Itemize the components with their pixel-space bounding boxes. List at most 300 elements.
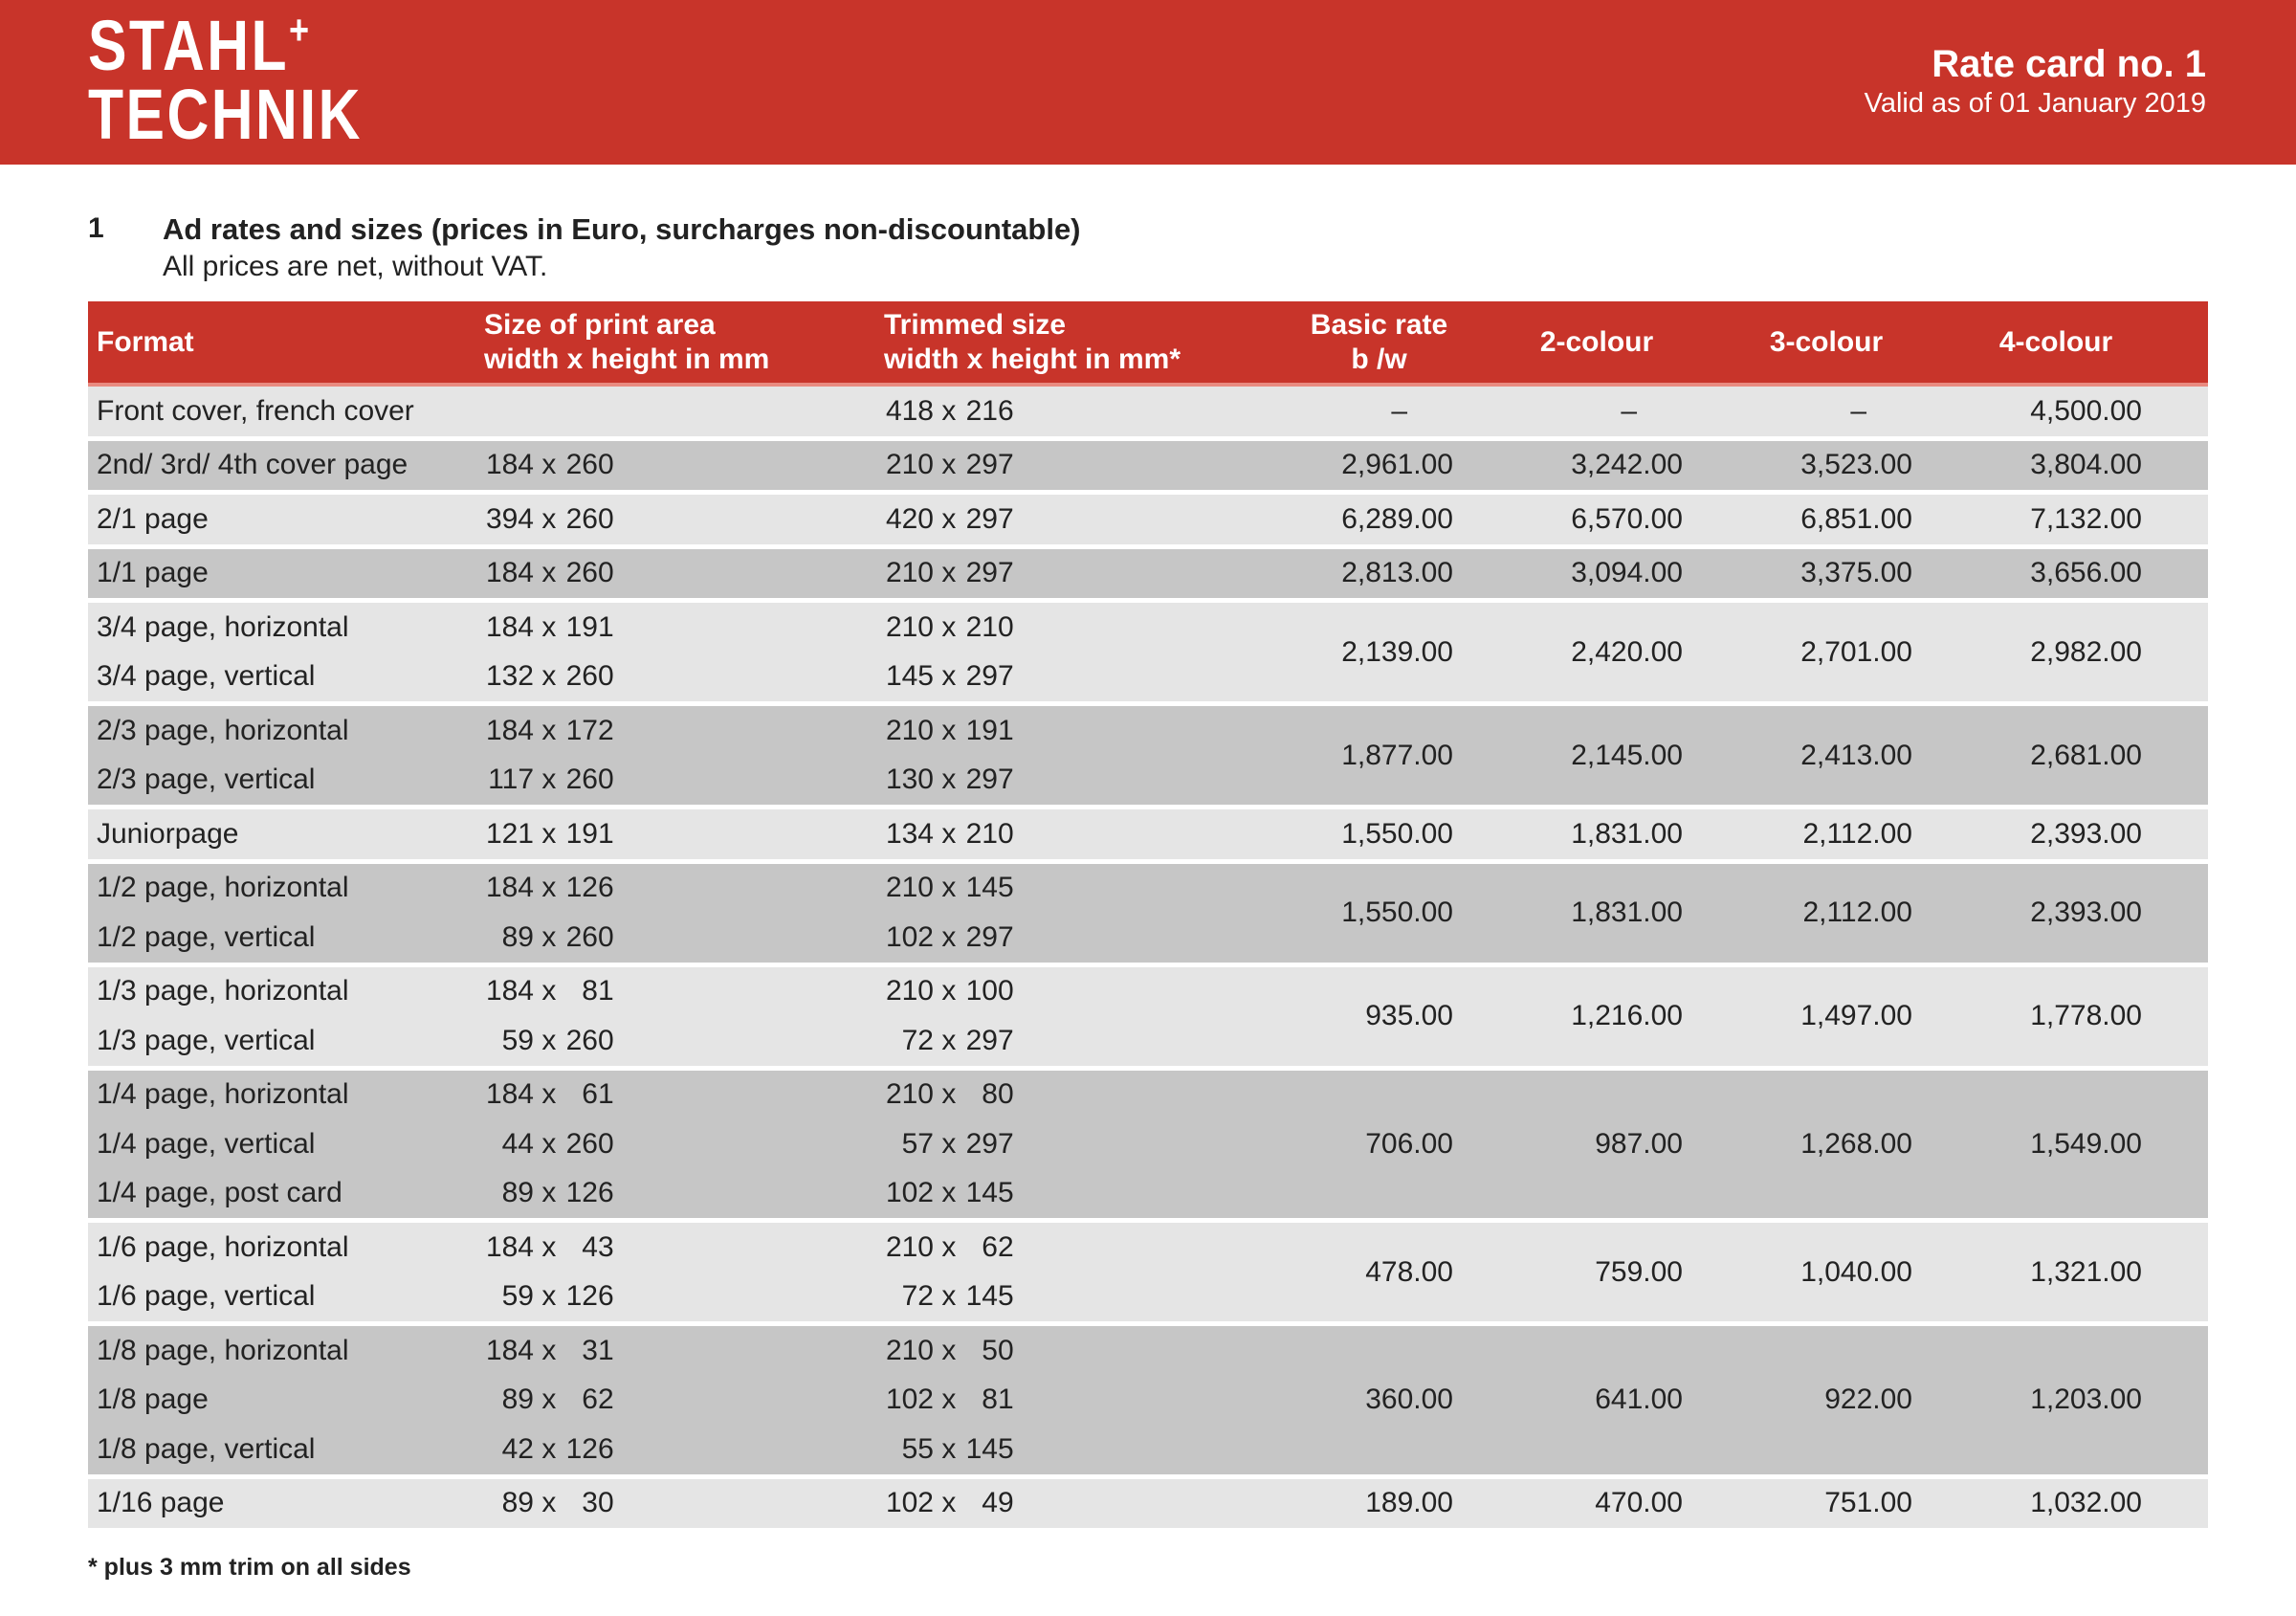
4-colour-cell: 4,500.00: [2030, 394, 2142, 427]
4-colour-cell: 7,132.00: [2030, 502, 2142, 535]
size-height: 210: [965, 610, 1014, 643]
trimmed-size-cell: [884, 1231, 1267, 1264]
format-lines: [88, 1326, 1267, 1474]
size-height: 297: [965, 502, 1014, 535]
size-height: 145: [965, 1177, 1014, 1209]
size-height: 50: [982, 1334, 1014, 1366]
size-separator: x: [534, 502, 564, 535]
col-print-area-l2: width x height in mm: [484, 343, 770, 375]
format-cell: 1/2 page, vertical: [97, 920, 316, 953]
table-row: [88, 1223, 1267, 1273]
format-lines: [88, 1479, 1267, 1529]
size-separator: x: [934, 872, 964, 904]
format-lines: [88, 1223, 1267, 1321]
price-cells: [1267, 1479, 2142, 1529]
trimmed-size-cell: [884, 503, 1267, 536]
basic-rate-cell: 2,961.00: [1341, 449, 1453, 481]
size-width: 102: [885, 1487, 934, 1519]
format-cell: 1/8 page, horizontal: [97, 1334, 349, 1366]
size-width: 210: [885, 610, 934, 643]
table-row: [88, 1016, 1267, 1066]
format-cell: 1/2 page, horizontal: [97, 872, 349, 904]
size-separator: x: [934, 1230, 964, 1263]
format-cell: 1/3 page, vertical: [97, 1024, 316, 1056]
format-lines: [88, 706, 1267, 805]
col-trimmed: [884, 308, 1267, 377]
2-colour-cell: 2,420.00: [1571, 635, 1683, 668]
table-row: [88, 1169, 1267, 1219]
trimmed-size-cell: [884, 921, 1267, 954]
size-height: 191: [965, 714, 1014, 746]
size-separator: x: [534, 714, 564, 746]
size-width: 89: [501, 920, 534, 953]
rate-card-title: Rate card no. 1: [1932, 43, 2206, 85]
col-3-colour: 3-colour: [1769, 325, 1884, 358]
3-colour-cell: 922.00: [1824, 1384, 1912, 1416]
format-cell: 1/4 page, horizontal: [97, 1078, 349, 1111]
size-width: 117: [488, 764, 534, 796]
price-cells: [1267, 603, 2142, 701]
size-width: 59: [501, 1280, 534, 1313]
table-row: [88, 706, 1267, 756]
price-cells: [1267, 809, 2142, 859]
print-area-cell: [484, 1231, 884, 1264]
size-separator: x: [934, 660, 964, 693]
price-cells: [1267, 441, 2142, 491]
print-area-cell: [484, 1335, 884, 1367]
size-width: 420: [885, 502, 934, 535]
format-cell: 1/8 page, vertical: [97, 1432, 316, 1465]
2-colour-cell: 1,216.00: [1571, 1000, 1683, 1031]
print-area-cell: [484, 611, 884, 644]
3-colour-cell: 2,112.00: [1802, 897, 1912, 928]
size-height: 126: [565, 872, 614, 904]
table-row: [88, 495, 1267, 544]
size-width: 134: [885, 817, 934, 850]
print-area-cell: [484, 660, 884, 693]
table-row-group: [88, 441, 2208, 491]
size-height: 297: [965, 557, 1014, 589]
size-width: 57: [901, 1127, 934, 1160]
size-height: 191: [565, 610, 614, 643]
logo-line2: TECHNIK: [88, 75, 363, 154]
trimmed-size-cell: [884, 975, 1267, 1007]
trimmed-size-cell: [884, 660, 1267, 693]
size-height: 62: [582, 1384, 614, 1416]
print-area-cell: [484, 449, 884, 481]
size-width: 72: [901, 1024, 934, 1056]
table-row-group: [88, 549, 2208, 599]
format-lines: [88, 441, 1267, 491]
size-height: 260: [565, 449, 614, 481]
table-row: [88, 549, 1267, 599]
size-separator: x: [534, 1230, 564, 1263]
section-number: 1: [88, 212, 104, 244]
size-separator: x: [934, 1078, 964, 1111]
trimmed-size-cell: [884, 1384, 1267, 1416]
size-separator: x: [934, 1384, 964, 1416]
col-basic-l2: b /w: [1351, 343, 1407, 375]
trimmed-size-cell: [884, 818, 1267, 851]
size-height: 297: [965, 920, 1014, 953]
table-row-group: [88, 1479, 2208, 1529]
4-colour-cell: 2,393.00: [2030, 817, 2142, 850]
4-colour-cell: 1,549.00: [2030, 1127, 2142, 1160]
size-width: 184: [485, 1230, 534, 1263]
2-colour-cell: 1,831.00: [1571, 817, 1683, 850]
size-width: 210: [885, 975, 934, 1007]
size-width: 72: [901, 1280, 934, 1313]
format-cell: 1/16 page: [97, 1487, 225, 1519]
format-lines: [88, 603, 1267, 701]
basic-rate-cell: 2,813.00: [1341, 557, 1453, 589]
format-cell: 2/3 page, horizontal: [97, 714, 349, 746]
table-row: [88, 387, 1267, 436]
size-separator: x: [534, 1127, 564, 1160]
4-colour-cell: 2,681.00: [2030, 739, 2142, 771]
table-row: [88, 913, 1267, 963]
table-row-group: [88, 495, 2208, 544]
4-colour-cell: 2,393.00: [2030, 897, 2142, 928]
table-row-group: [88, 967, 2208, 1066]
format-cell: 2nd/ 3rd/ 4th cover page: [97, 449, 408, 481]
size-width: 184: [485, 610, 534, 643]
3-colour-cell: 1,040.00: [1800, 1255, 1912, 1288]
table-row-group: [88, 1071, 2208, 1219]
format-lines: [88, 387, 1267, 436]
format-cell: 1/1 page: [97, 557, 209, 589]
size-width: 130: [885, 764, 934, 796]
format-cell: 1/4 page, post card: [97, 1177, 342, 1209]
format-lines: [88, 809, 1267, 859]
2-colour-cell: 3,242.00: [1571, 449, 1683, 481]
size-separator: x: [534, 449, 564, 481]
size-separator: x: [534, 1487, 564, 1519]
table-row: [88, 603, 1267, 653]
size-width: 132: [485, 660, 534, 693]
size-width: 145: [885, 660, 934, 693]
size-width: 59: [501, 1024, 534, 1056]
rate-card-info: [1865, 42, 2206, 121]
col-2-colour: 2-colour: [1539, 325, 1654, 358]
table-row-group: [88, 706, 2208, 805]
trimmed-size-cell: [884, 1177, 1267, 1209]
size-separator: x: [934, 714, 964, 746]
trimmed-size-cell: [884, 449, 1267, 481]
size-separator: x: [534, 1334, 564, 1366]
3-colour-cell: –: [1850, 394, 1866, 427]
size-width: 121: [485, 817, 534, 850]
2-colour-cell: 3,094.00: [1571, 557, 1683, 589]
size-height: 297: [965, 764, 1014, 796]
size-separator: x: [934, 817, 964, 850]
size-height: 80: [982, 1078, 1014, 1111]
table-row: [88, 1326, 1267, 1376]
size-separator: x: [934, 920, 964, 953]
size-separator: x: [934, 1432, 964, 1465]
3-colour-cell: 1,268.00: [1800, 1127, 1912, 1160]
section-title: Ad rates and sizes (prices in Euro, surcharges non-discountable): [163, 212, 1081, 246]
size-separator: x: [534, 975, 564, 1007]
size-height: 260: [565, 920, 614, 953]
size-width: 184: [485, 449, 534, 481]
format-cell: 2/1 page: [97, 502, 209, 535]
size-separator: x: [534, 817, 564, 850]
size-separator: x: [934, 557, 964, 589]
print-area-cell: [484, 503, 884, 536]
format-cell: 2/3 page, vertical: [97, 764, 316, 796]
format-cell: 3/4 page, vertical: [97, 660, 316, 693]
col-basic-rate: [1267, 308, 1453, 377]
2-colour-cell: 6,570.00: [1571, 502, 1683, 535]
header-banner: [0, 0, 2296, 165]
basic-rate-cell: 1,550.00: [1341, 817, 1453, 850]
table-row: [88, 967, 1267, 1017]
size-separator: x: [934, 449, 964, 481]
size-width: 210: [885, 449, 934, 481]
price-cells: [1267, 1223, 2142, 1321]
size-separator: x: [534, 920, 564, 953]
format-lines: [88, 864, 1267, 963]
table-row: [88, 1071, 1267, 1120]
price-cells: [1267, 1326, 2142, 1474]
size-height: 126: [565, 1177, 614, 1209]
size-separator: x: [534, 1177, 564, 1209]
basic-rate-cell: 1,550.00: [1341, 897, 1453, 928]
4-colour-cell: 1,321.00: [2030, 1255, 2142, 1288]
size-width: 42: [501, 1432, 534, 1465]
size-separator: x: [534, 1384, 564, 1416]
size-width: 102: [885, 920, 934, 953]
print-area-cell: [484, 1078, 884, 1111]
format-cell: 1/8 page: [97, 1384, 209, 1416]
trimmed-size-cell: [884, 1335, 1267, 1367]
size-height: 191: [565, 817, 614, 850]
2-colour-cell: 759.00: [1595, 1255, 1683, 1288]
size-width: 394: [485, 502, 534, 535]
size-separator: x: [934, 1177, 964, 1209]
size-separator: x: [934, 610, 964, 643]
size-height: 62: [982, 1230, 1014, 1263]
table-row: [88, 1479, 1267, 1529]
size-separator: x: [534, 557, 564, 589]
4-colour-cell: 2,982.00: [2030, 635, 2142, 668]
size-height: 49: [982, 1487, 1014, 1519]
format-cell: 1/3 page, horizontal: [97, 975, 349, 1007]
3-colour-cell: 2,112.00: [1802, 817, 1912, 850]
trimmed-size-cell: [884, 764, 1267, 796]
basic-rate-cell: 189.00: [1365, 1487, 1453, 1519]
table-body: [88, 387, 2208, 1528]
print-area-cell: [484, 1177, 884, 1209]
format-lines: [88, 549, 1267, 599]
2-colour-cell: –: [1621, 394, 1637, 427]
format-lines: [88, 495, 1267, 544]
format-cell: Juniorpage: [97, 817, 239, 850]
4-colour-cell: 3,804.00: [2030, 449, 2142, 481]
format-cell: 1/6 page, horizontal: [97, 1230, 349, 1263]
trimmed-size-cell: [884, 1280, 1267, 1313]
3-colour-cell: 751.00: [1824, 1487, 1912, 1519]
table-row-group: [88, 603, 2208, 701]
table-row-group: [88, 809, 2208, 859]
size-height: 126: [565, 1432, 614, 1465]
table-row: [88, 864, 1267, 914]
4-colour-cell: 1,203.00: [2030, 1384, 2142, 1416]
table-row-group: [88, 387, 2208, 436]
size-height: 260: [565, 764, 614, 796]
print-area-cell: [484, 715, 884, 747]
price-cells: [1267, 706, 2142, 805]
basic-rate-cell: 478.00: [1365, 1255, 1453, 1288]
format-cell: 3/4 page, horizontal: [97, 610, 349, 643]
size-separator: x: [934, 764, 964, 796]
size-height: 260: [565, 502, 614, 535]
trimmed-size-cell: [884, 557, 1267, 589]
size-width: 184: [485, 1078, 534, 1111]
size-width: 184: [485, 557, 534, 589]
basic-rate-cell: 360.00: [1365, 1384, 1453, 1416]
size-width: 184: [485, 975, 534, 1007]
size-height: 260: [565, 557, 614, 589]
price-cells: [1267, 387, 2142, 436]
size-separator: x: [534, 764, 564, 796]
print-area-cell: [484, 1433, 884, 1466]
size-width: 89: [501, 1177, 534, 1209]
print-area-cell: [484, 1384, 884, 1416]
size-separator: x: [934, 1334, 964, 1366]
print-area-cell: [484, 1025, 884, 1057]
price-cells: [1267, 1071, 2142, 1219]
size-separator: x: [534, 1078, 564, 1111]
col-print-area-l1: Size of print area: [484, 308, 716, 341]
print-area-cell: [484, 1487, 884, 1519]
table-row: [88, 756, 1267, 806]
trimmed-size-cell: [884, 611, 1267, 644]
col-4-colour: 4-colour: [1998, 325, 2113, 358]
size-separator: x: [934, 1280, 964, 1313]
col-trimmed-l1: Trimmed size: [884, 308, 1067, 341]
3-colour-cell: 6,851.00: [1800, 502, 1912, 535]
size-height: 81: [582, 975, 614, 1007]
size-height: 145: [965, 872, 1014, 904]
logo-plus: +: [289, 7, 312, 54]
size-separator: x: [534, 1280, 564, 1313]
col-format: Format: [97, 325, 194, 358]
trimmed-size-cell: [884, 872, 1267, 904]
size-separator: x: [534, 660, 564, 693]
4-colour-cell: 1,778.00: [2030, 1000, 2142, 1031]
print-area-cell: [484, 921, 884, 954]
size-separator: x: [534, 1432, 564, 1465]
table-row: [88, 1376, 1267, 1426]
size-separator: x: [534, 1024, 564, 1056]
size-separator: x: [934, 1487, 964, 1519]
size-width: 184: [485, 872, 534, 904]
2-colour-cell: 2,145.00: [1571, 739, 1683, 771]
size-height: 260: [565, 660, 614, 693]
table-row: [88, 809, 1267, 859]
basic-rate-cell: 6,289.00: [1341, 502, 1453, 535]
size-height: 30: [582, 1487, 614, 1519]
table-header: [88, 301, 2208, 387]
table-row-group: [88, 1326, 2208, 1474]
size-separator: x: [934, 502, 964, 535]
price-cells: [1267, 967, 2142, 1066]
3-colour-cell: 2,413.00: [1800, 739, 1912, 771]
print-area-cell: [484, 764, 884, 796]
table-row: [88, 653, 1267, 702]
print-area-cell: [484, 975, 884, 1007]
size-width: 89: [501, 1384, 534, 1416]
size-width: 210: [885, 1230, 934, 1263]
basic-rate-cell: 706.00: [1365, 1127, 1453, 1160]
2-colour-cell: 641.00: [1595, 1384, 1683, 1416]
4-colour-cell: 3,656.00: [2030, 557, 2142, 589]
format-cell: Front cover, french cover: [97, 394, 414, 427]
table-row: [88, 1425, 1267, 1474]
size-height: 297: [965, 1127, 1014, 1160]
3-colour-cell: 1,497.00: [1800, 1000, 1912, 1031]
size-height: 216: [965, 394, 1014, 427]
col-print-area: [484, 308, 884, 377]
size-height: 126: [565, 1280, 614, 1313]
price-cells: [1267, 549, 2142, 599]
size-width: 210: [885, 1334, 934, 1366]
table-row: [88, 1273, 1267, 1322]
trimmed-size-cell: [884, 715, 1267, 747]
col-basic-l1: Basic rate: [1310, 308, 1448, 341]
size-height: 297: [965, 1024, 1014, 1056]
trimmed-size-cell: [884, 1487, 1267, 1519]
print-area-cell: [484, 818, 884, 851]
rate-table: [88, 301, 2208, 1528]
print-area-cell: [484, 872, 884, 904]
size-separator: x: [534, 610, 564, 643]
size-height: 31: [582, 1334, 614, 1366]
price-cells: [1267, 495, 2142, 544]
size-width: 210: [885, 1078, 934, 1111]
print-area-cell: [484, 557, 884, 589]
2-colour-cell: 470.00: [1595, 1487, 1683, 1519]
size-separator: x: [934, 394, 964, 427]
logo-line1: STAHL: [88, 6, 290, 85]
table-row: [88, 1119, 1267, 1169]
footnote: * plus 3 mm trim on all sides: [88, 1554, 411, 1581]
trimmed-size-cell: [884, 1078, 1267, 1111]
size-separator: x: [934, 975, 964, 1007]
size-width: 418: [885, 394, 934, 427]
trimmed-size-cell: [884, 1025, 1267, 1057]
size-height: 210: [965, 817, 1014, 850]
size-width: 102: [885, 1177, 934, 1209]
size-separator: x: [934, 1024, 964, 1056]
basic-rate-cell: –: [1391, 394, 1407, 427]
size-height: 145: [965, 1432, 1014, 1465]
size-height: 297: [965, 449, 1014, 481]
format-cell: 1/6 page, vertical: [97, 1280, 316, 1313]
size-height: 145: [965, 1280, 1014, 1313]
basic-rate-cell: 1,877.00: [1341, 739, 1453, 771]
size-width: 184: [485, 1334, 534, 1366]
size-height: 297: [965, 660, 1014, 693]
size-height: 100: [965, 975, 1014, 1007]
2-colour-cell: 987.00: [1595, 1127, 1683, 1160]
valid-date: Valid as of 01 January 2019: [1864, 88, 2206, 119]
trimmed-size-cell: [884, 395, 1267, 428]
size-width: 44: [501, 1127, 534, 1160]
trimmed-size-cell: [884, 1433, 1267, 1466]
